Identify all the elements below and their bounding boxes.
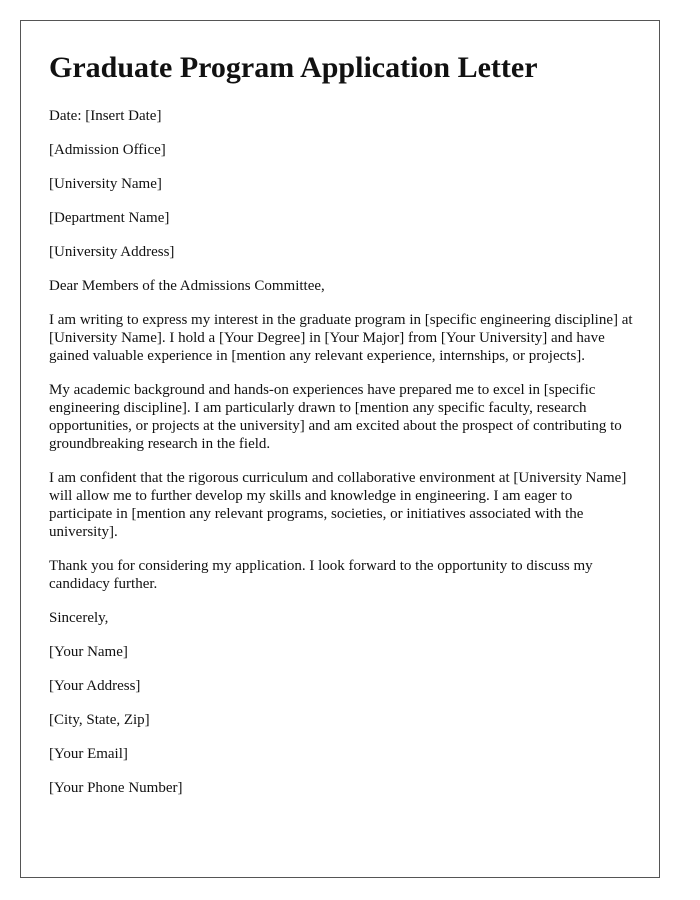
signature-phone: [Your Phone Number]	[49, 780, 183, 796]
recipient-university: [University Name]	[49, 176, 162, 192]
closing: Sincerely,	[49, 610, 109, 626]
signature-name: [Your Name]	[49, 644, 128, 660]
body-paragraph-interest: I am writing to express my interest in the graduate program in [specific engineering discipline] at [University Name]. I hold a [Your Degree] in [Your Major] from [Your University] and have gained valuable experience in [mention any relevant experience, internships, or projects].	[49, 312, 633, 364]
letter-page	[20, 20, 660, 878]
recipient-department: [Department Name]	[49, 210, 170, 226]
body-paragraph-thanks: Thank you for considering my application. I look forward to the opportunity to discuss my candidacy further.	[49, 558, 593, 592]
recipient-office: [Admission Office]	[49, 142, 166, 158]
body-paragraph-background: My academic background and hands-on experiences have prepared me to excel in [specific engineering discipline]. I am particularly drawn to [mention any specific faculty, research opportunities, or projects at the university] and am excited about the prospect of contributing to groundbreaking research in the field.	[49, 382, 622, 452]
letter-content	[49, 49, 637, 813]
signature-address: [Your Address]	[49, 678, 141, 694]
body-paragraph-confidence: I am confident that the rigorous curriculum and collaborative environment at [University Name] will allow me to further develop my skills and knowledge in engineering. I am eager to participate in [mention any relevant programs, societies, or initiatives associated with the university].	[49, 470, 627, 540]
signature-email: [Your Email]	[49, 746, 128, 762]
recipient-address: [University Address]	[49, 244, 175, 260]
salutation: Dear Members of the Admissions Committee,	[49, 278, 325, 294]
letter-title: Graduate Program Application Letter	[49, 51, 538, 84]
date-line: Date: [Insert Date]	[49, 108, 162, 124]
signature-city-state-zip: [City, State, Zip]	[49, 712, 150, 728]
